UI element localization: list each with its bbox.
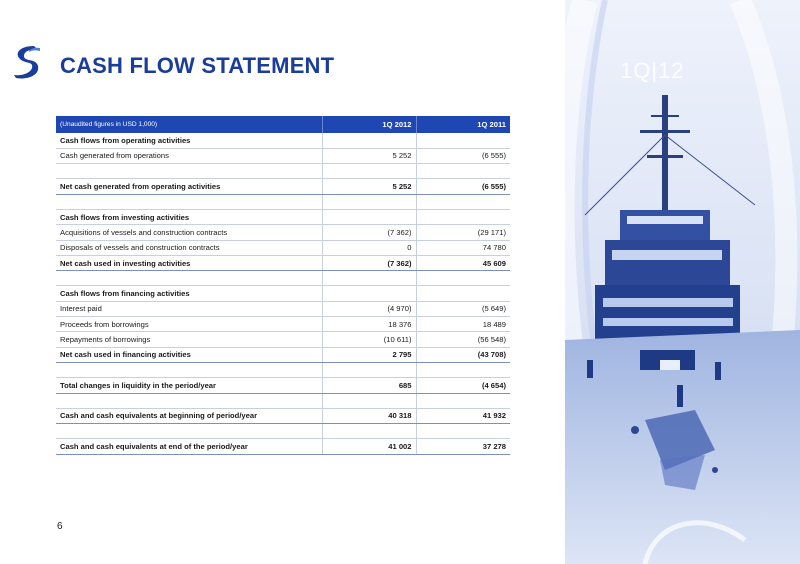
row-value-1q2012: 5 252 xyxy=(322,179,416,194)
table-row-spacer xyxy=(56,393,510,408)
table-row xyxy=(56,209,510,224)
table-row xyxy=(56,408,510,423)
row-label: Interest paid xyxy=(56,301,322,316)
table-header-label: (Unaudited figures in USD 1,000) xyxy=(56,116,322,133)
row-value-1q2012 xyxy=(322,286,416,301)
table-row xyxy=(56,179,510,194)
table-row xyxy=(56,332,510,347)
row-value-1q2012: 5 252 xyxy=(322,148,416,163)
row-value-1q2012: (7 362) xyxy=(322,225,416,240)
row-value-1q2011: 18 489 xyxy=(416,317,510,332)
row-value-1q2012 xyxy=(322,424,416,439)
cash-flow-table xyxy=(56,116,510,455)
row-label xyxy=(56,424,322,439)
row-value-1q2012 xyxy=(322,133,416,148)
row-label: Acquisitions of vessels and construction contracts xyxy=(56,225,322,240)
row-value-1q2011: (56 548) xyxy=(416,332,510,347)
row-label xyxy=(56,362,322,377)
table-row xyxy=(56,301,510,316)
row-value-1q2012: 40 318 xyxy=(322,408,416,423)
row-value-1q2012 xyxy=(322,362,416,377)
table-row xyxy=(56,225,510,240)
row-value-1q2012 xyxy=(322,393,416,408)
row-value-1q2011: (5 649) xyxy=(416,301,510,316)
row-value-1q2012: 2 795 xyxy=(322,347,416,362)
row-value-1q2012 xyxy=(322,271,416,286)
row-label: Net cash used in financing activities xyxy=(56,347,322,362)
row-label xyxy=(56,164,322,179)
table-row xyxy=(56,347,510,362)
table-row xyxy=(56,240,510,255)
table-row-spacer xyxy=(56,194,510,209)
quarter-label: 1Q|12 xyxy=(620,58,685,83)
row-label xyxy=(56,393,322,408)
ship-photo-icon xyxy=(565,0,800,564)
row-label xyxy=(56,194,322,209)
table-header-row xyxy=(56,116,510,133)
row-value-1q2011 xyxy=(416,424,510,439)
row-label: Cash flows from financing activities xyxy=(56,286,322,301)
row-value-1q2011: (6 555) xyxy=(416,179,510,194)
row-label: Repayments of borrowings xyxy=(56,332,322,347)
row-value-1q2011: (6 555) xyxy=(416,148,510,163)
row-label: Cash and cash equivalents at end of the period/year xyxy=(56,439,322,454)
row-value-1q2011 xyxy=(416,271,510,286)
row-value-1q2012: 18 376 xyxy=(322,317,416,332)
s-wave-logo-icon xyxy=(12,44,44,80)
row-value-1q2011: (4 654) xyxy=(416,378,510,393)
table-row xyxy=(56,286,510,301)
row-label xyxy=(56,271,322,286)
row-value-1q2011: (29 171) xyxy=(416,225,510,240)
table-row-spacer xyxy=(56,362,510,377)
row-label: Cash generated from operations xyxy=(56,148,322,163)
row-value-1q2011 xyxy=(416,133,510,148)
row-value-1q2011: 74 780 xyxy=(416,240,510,255)
page-title: CASH FLOW STATEMENT xyxy=(60,53,335,78)
row-label: Proceeds from borrowings xyxy=(56,317,322,332)
row-value-1q2011 xyxy=(416,393,510,408)
table-row xyxy=(56,148,510,163)
row-label: Cash flows from investing activities xyxy=(56,209,322,224)
table-header-col-1q2011: 1Q 2011 xyxy=(416,116,510,133)
row-value-1q2011 xyxy=(416,209,510,224)
table-header-col-1q2012: 1Q 2012 xyxy=(322,116,416,133)
row-value-1q2011 xyxy=(416,164,510,179)
table-row xyxy=(56,378,510,393)
row-value-1q2012 xyxy=(322,194,416,209)
row-value-1q2012: 0 xyxy=(322,240,416,255)
row-label: Cash flows from operating activities xyxy=(56,133,322,148)
row-value-1q2012 xyxy=(322,164,416,179)
row-value-1q2012: (4 970) xyxy=(322,301,416,316)
row-value-1q2011: 41 932 xyxy=(416,408,510,423)
row-value-1q2011 xyxy=(416,362,510,377)
row-value-1q2012: 685 xyxy=(322,378,416,393)
row-value-1q2012: 41 002 xyxy=(322,439,416,454)
row-value-1q2011 xyxy=(416,286,510,301)
row-value-1q2011: 45 609 xyxy=(416,255,510,270)
row-value-1q2011: 37 278 xyxy=(416,439,510,454)
row-label: Net cash used in investing activities xyxy=(56,255,322,270)
table-row xyxy=(56,255,510,270)
row-value-1q2012: (7 362) xyxy=(322,255,416,270)
table-row-spacer xyxy=(56,164,510,179)
table-row-spacer xyxy=(56,271,510,286)
table-row xyxy=(56,133,510,148)
table-row-spacer xyxy=(56,424,510,439)
table-row xyxy=(56,317,510,332)
row-label: Cash and cash equivalents at beginning of period/year xyxy=(56,408,322,423)
row-value-1q2011 xyxy=(416,194,510,209)
table-row xyxy=(56,439,510,454)
row-label: Total changes in liquidity in the period/year xyxy=(56,378,322,393)
row-value-1q2012: (10 611) xyxy=(322,332,416,347)
page-number: 6 xyxy=(57,521,63,532)
row-label: Disposals of vessels and construction contracts xyxy=(56,240,322,255)
row-value-1q2011: (43 708) xyxy=(416,347,510,362)
row-value-1q2012 xyxy=(322,209,416,224)
row-label: Net cash generated from operating activities xyxy=(56,179,322,194)
